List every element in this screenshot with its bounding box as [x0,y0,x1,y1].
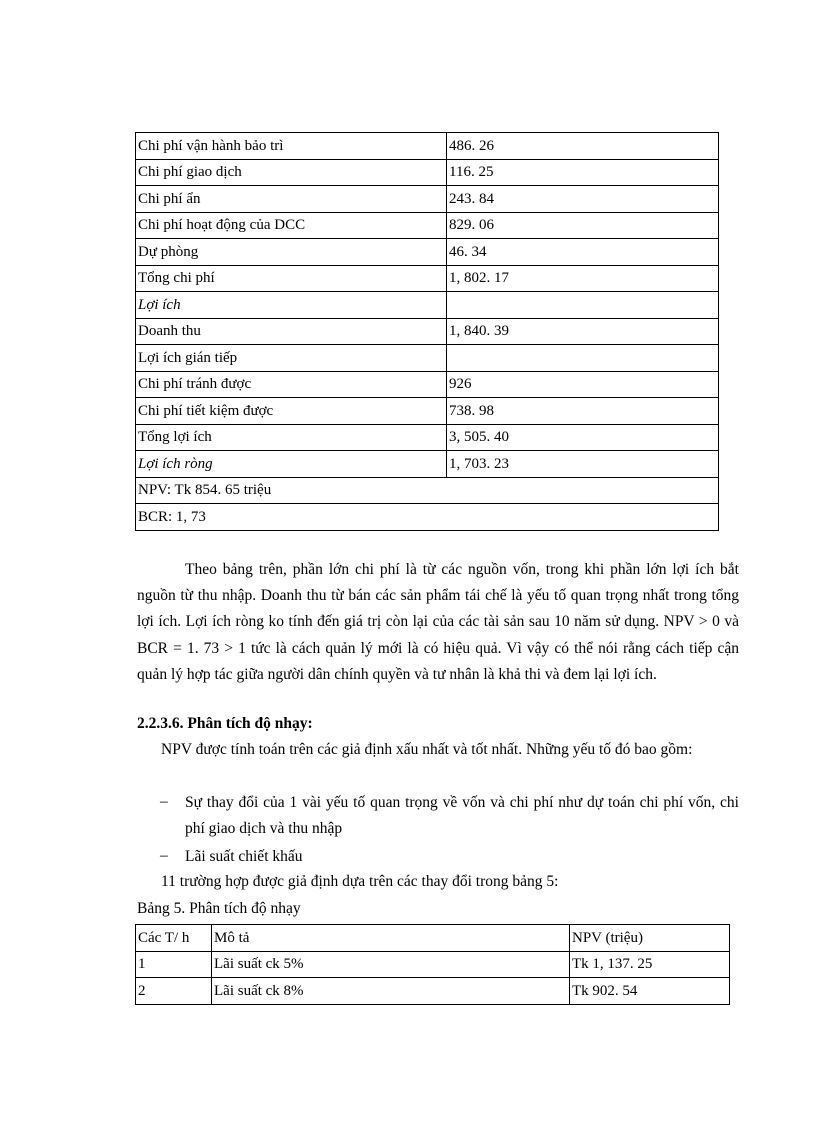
row-value: 1, 840. 39 [447,318,719,345]
paragraph-cases: 11 trường hợp được giả định dựa trên các thay đổi trong bảng 5: [161,873,559,890]
bullet-dash: – [160,793,168,810]
case-description: Lãi suất ck 8% [212,978,570,1005]
column-header: Các T/ h [136,925,212,952]
case-description: Lãi suất ck 5% [212,951,570,978]
table-row [136,159,719,186]
table-row [136,186,719,213]
cost-benefit-table [135,132,719,531]
row-value: 829. 06 [447,212,719,239]
row-label: Tổng lợi ích [136,424,447,451]
table-header-row [136,925,730,952]
row-value: 46. 34 [447,239,719,266]
row-value: 926 [447,371,719,398]
table-row [136,371,719,398]
section-heading: 2.2.3.6. Phân tích độ nhạy: [137,715,313,732]
column-header: Mô tả [212,925,570,952]
table-row [136,951,730,978]
row-value: 738. 98 [447,398,719,425]
case-number: 1 [136,951,212,978]
table-row [136,292,719,319]
bullet-item: Lãi suất chiết khấu [185,848,303,865]
table-row [136,424,719,451]
table-row [136,978,730,1005]
row-value: 116. 25 [447,159,719,186]
row-label: Chi phí ẩn [136,186,447,213]
row-label: Chi phí tránh được [136,371,447,398]
case-npv: Tk 1, 137. 25 [570,951,730,978]
paragraph-npv-assumptions: NPV được tính toán trên các giả định xấu nhất và tốt nhất. Những yếu tố đó bao gồm: [161,741,693,758]
bullet-item: Sự thay đổi của 1 vài yếu tố quan trọng về vốn và chi phí như dự toán chi phí vốn, chi phí giao dịch và thu nhập [185,794,739,838]
table-row [136,345,719,372]
table-row [136,451,719,478]
table-caption: Bảng 5. Phân tích độ nhạy [137,900,301,917]
row-value: 486. 26 [447,133,719,160]
row-label: Tổng chi phí [136,265,447,292]
table-row [136,212,719,239]
row-label: Chi phí hoạt động của DCC [136,212,447,239]
row-value: 3, 505. 40 [447,424,719,451]
row-value [447,345,719,372]
bullet-dash: – [160,847,168,864]
table-row [136,318,719,345]
row-label: Lợi ích gián tiếp [136,345,447,372]
table-row [136,133,719,160]
row-value: 1, 703. 23 [447,451,719,478]
sensitivity-table [135,924,730,1005]
row-label: Dự phòng [136,239,447,266]
row-label: Lợi ích ròng [136,451,447,478]
row-value: 243. 84 [447,186,719,213]
row-label: Lợi ích [136,292,447,319]
row-label: Doanh thu [136,318,447,345]
case-number: 2 [136,978,212,1005]
row-label: Chi phí giao dịch [136,159,447,186]
npv-row [136,477,719,504]
case-npv: Tk 902. 54 [570,978,730,1005]
table-row [136,265,719,292]
row-label: Chi phí vận hành bảo trì [136,133,447,160]
row-value: 1, 802. 17 [447,265,719,292]
bcr-row [136,504,719,531]
table-row [136,239,719,266]
table-row [136,398,719,425]
row-label: Chi phí tiết kiệm được [136,398,447,425]
column-header: NPV (triệu) [570,925,730,952]
row-value [447,292,719,319]
npv-value: NPV: Tk 854. 65 triệu [136,477,719,504]
bcr-value: BCR: 1, 73 [136,504,719,531]
paragraph-analysis: Theo bảng trên, phần lớn chi phí là từ các nguồn vốn, trong khi phần lớn lợi ích bắt nguồn từ thu nhập. Doanh thu từ bán các sản phẩm tái chế là yếu tố quan trọng nhất trong tổng lợi ích. Lợi ích ròng ko tính đến giá trị còn lại của các tài sản sau 10 năm sử dụng. NPV > 0 và BCR = 1. 73 > 1 tức là cách quản lý mới là có hiệu quả. Vì vậy có thể nói rằng cách tiếp cận quản lý hợp tác giữa người dân chính quyền và tư nhân là khả thi và đem lại lợi ích. [137,561,739,683]
